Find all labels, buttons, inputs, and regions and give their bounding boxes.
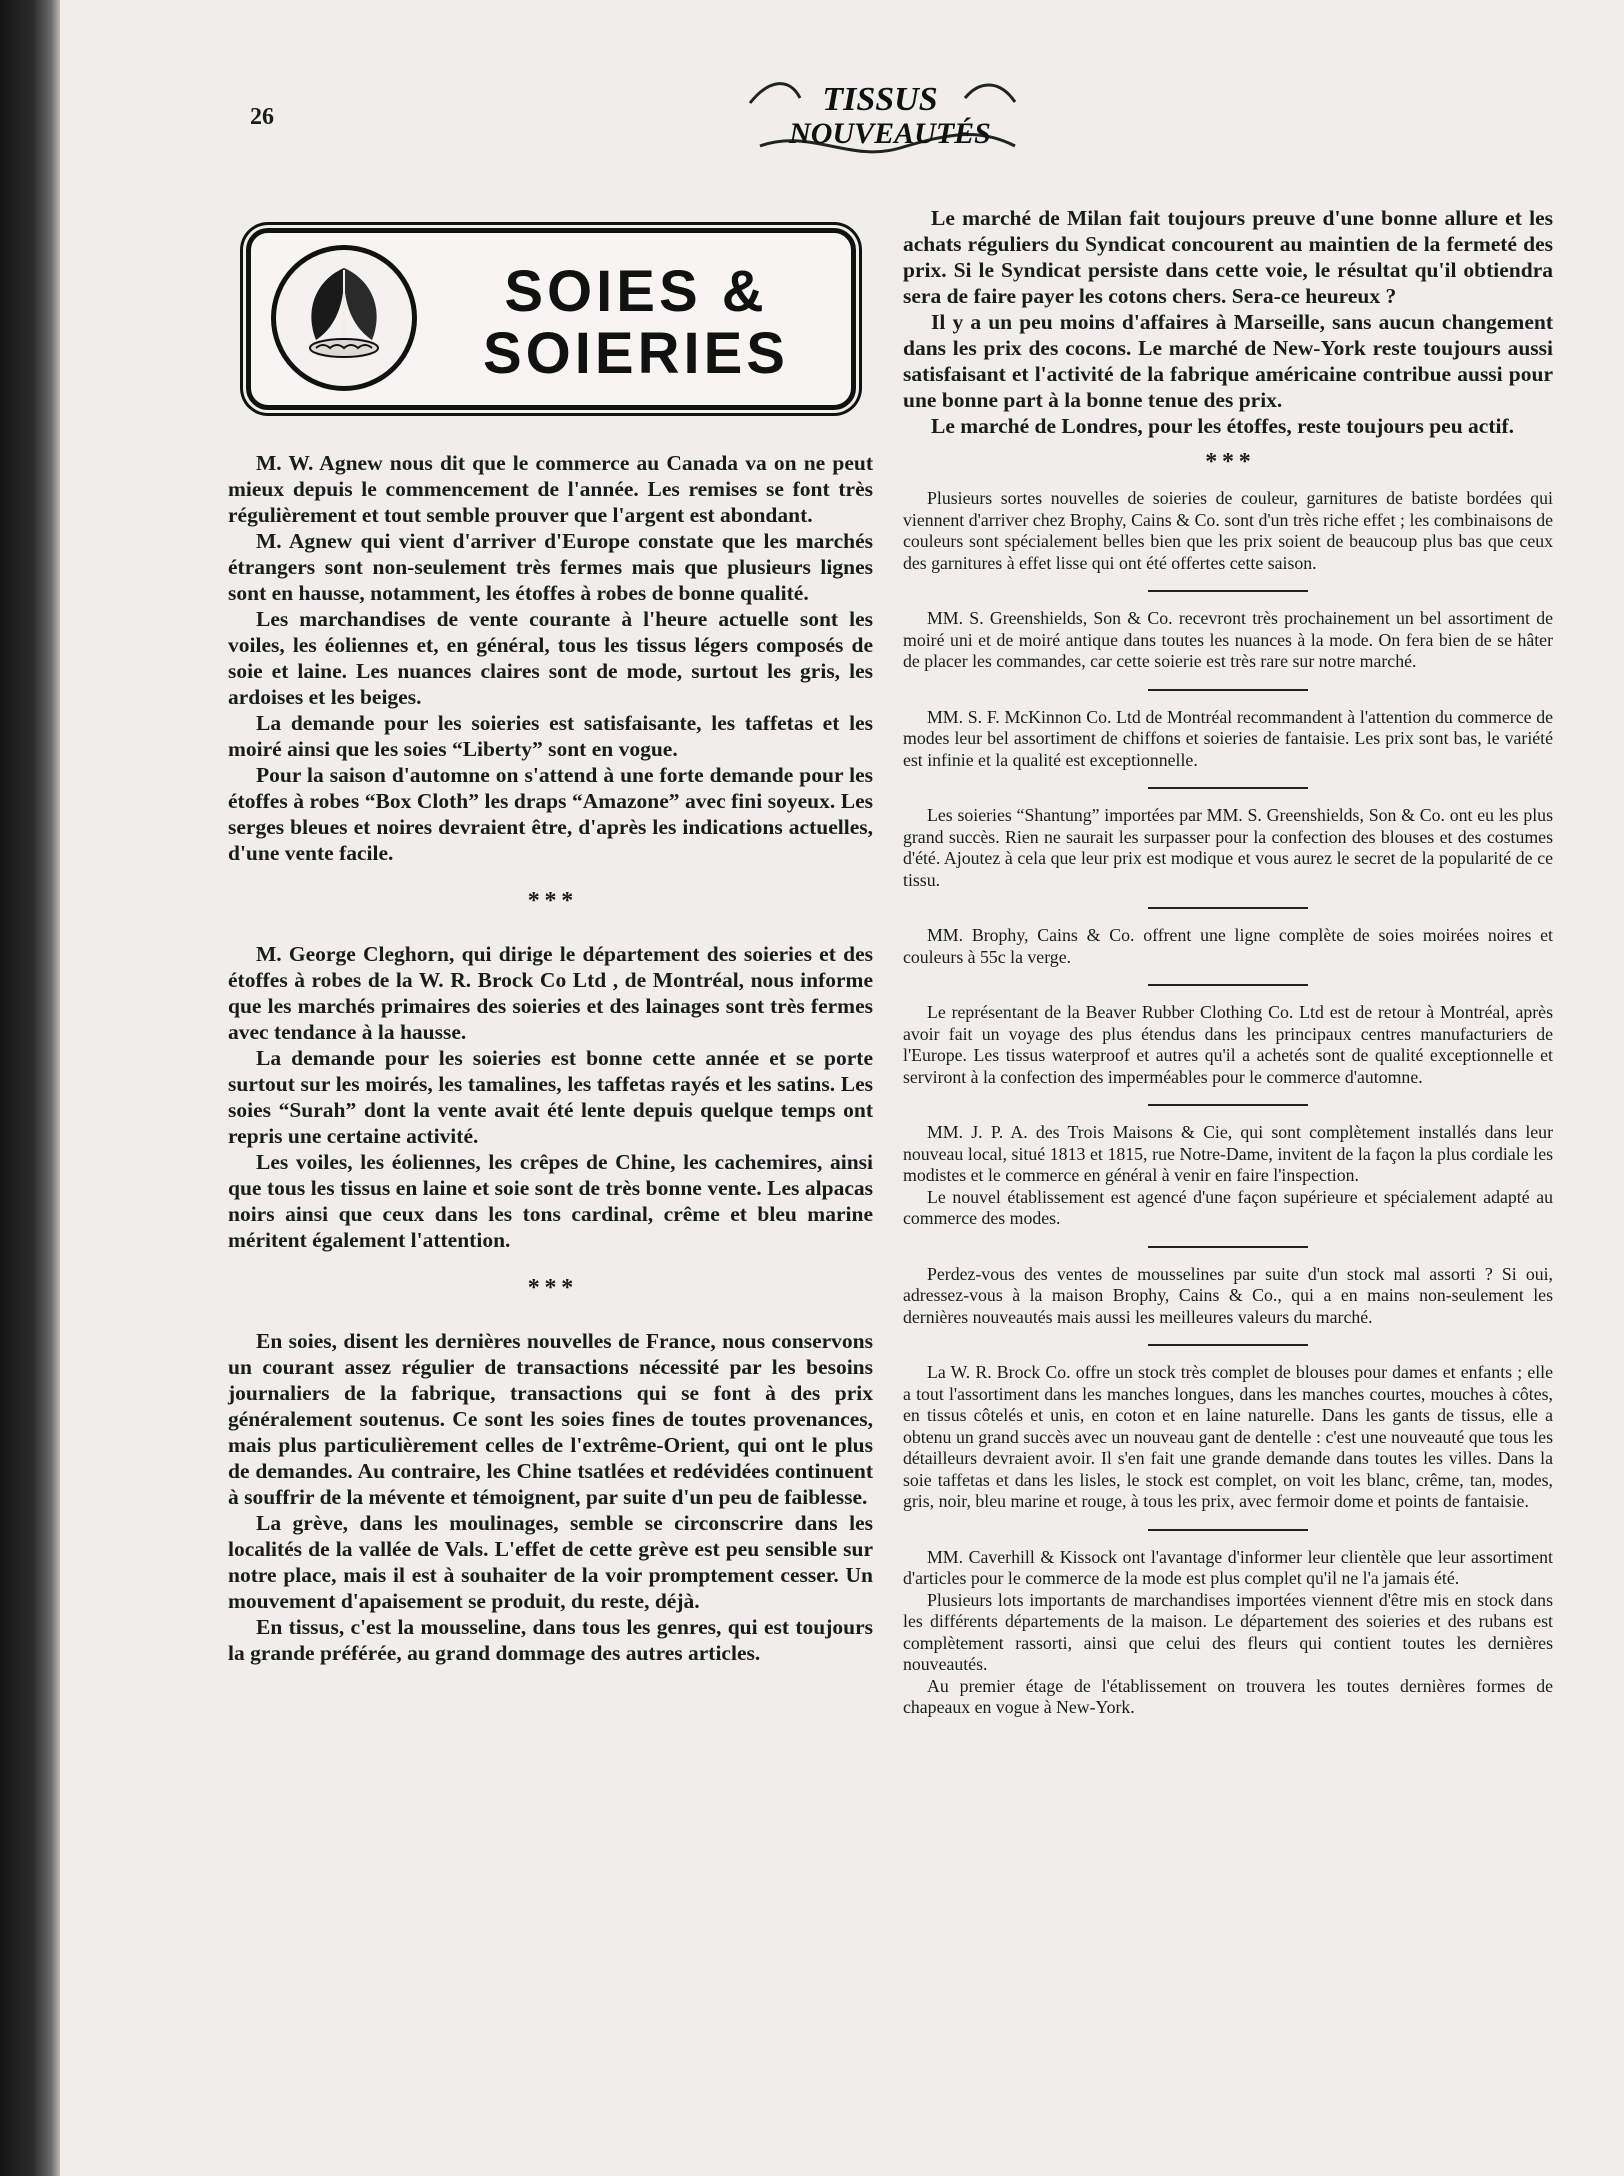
section-divider <box>1148 1104 1308 1106</box>
section-title-line1: SOIES & <box>504 259 768 324</box>
section-banner <box>246 228 856 410</box>
notice-paragraph: Le représentant de la Beaver Rubber Clothing Co. Ltd est de retour à Montréal, après avoir fait un voyage des plus étendus dans les principaux centres manufacturiers de l'Europe. Les tissus waterproof et autres qu'il a achetés sont de qualité exceptionnelle et serviront à la confection des imperméables pour le commerce d'automne. <box>903 1002 1553 1087</box>
section-divider <box>1148 590 1308 592</box>
magazine-page <box>60 0 1624 2176</box>
article-paragraph: Les marchandises de vente courante à l'heure actuelle sont les voiles, les éoliennes et, en général, tous les tissus légers composés de soie et laine. Les nuances claires sont de mode, surtout les gris, les ardoises et les beiges. <box>228 607 873 709</box>
notice-item <box>903 1264 1553 1329</box>
book-binding-shadow <box>0 0 60 2176</box>
notice-paragraph: MM. S. Greenshields, Son & Co. recevront très prochainement un bel assortiment de moiré uni et de moiré antique dans toutes les nuances à la mode. On fera bien de se hâter de placer les commandes, car cette soierie est très rare sur notre marché. <box>903 608 1553 671</box>
notice-item <box>903 488 1553 574</box>
asterism-separator: * * * <box>1205 449 1251 475</box>
section-divider <box>1148 1344 1308 1346</box>
article-paragraph: Pour la saison d'automne on s'attend à une forte demande pour les étoffes à robes “Box Cloth” les draps “Amazone” avec fini soyeux. Les serges bleues et noires devraient être, d'après les indications actuelles, d'une vente facile. <box>228 763 873 865</box>
notice-paragraph: MM. Brophy, Cains & Co. offrent une ligne complète de soies moirées noires et couleurs à 55c la verge. <box>903 925 1553 967</box>
section-title-line2: SOIERIES <box>483 321 789 386</box>
notice-item <box>903 1122 1553 1230</box>
notice-item <box>903 608 1553 673</box>
section-divider <box>1148 1246 1308 1248</box>
article-paragraph: M. George Cleghorn, qui dirige le département des soieries et des étoffes à robes de la W. R. Brock Co Ltd , de Montréal, nous informe que les marchés primaires des soieries et des lainages sont très fermes avec tendance à la hausse. <box>228 942 873 1044</box>
article-paragraph: La grève, dans les moulinages, semble se circonscrire dans les localités de la vallée de Vals. L'effet de cette grève est peu sensible sur notre place, mais il est à souhaiter de la voir promptement cesser. Un mouvement d'apaisement se produit, du reste, déjà. <box>228 1511 873 1613</box>
masthead-logo-art <box>730 68 1030 168</box>
asterism-separator: * * * <box>527 888 574 914</box>
article-paragraph: En soies, disent les dernières nouvelles de France, nous conservons un courant assez régulier de transactions nécessité par les besoins journaliers de la fabrique, transactions qui se font à des prix généralement soutenus. Ce sont les soies fines de toutes provenances, mais plus particulièrement celles de l'extrême-Orient, qui ont le plus de demandes. Au contraire, les Chine tsatlées et redévidées continuent à souffrir de la mévente et témoignent, par suite d'un peu de faiblesse. <box>228 1329 873 1509</box>
notice-paragraph: Plusieurs lots importants de marchandises importées viennent d'être mis en stock dans les différents départements de la maison. Le département des soieries et des rubans est complètement rassorti, ainsi que celui des fleurs qui contient toutes les dernières nouveautés. <box>903 1589 1553 1674</box>
section-divider <box>1148 1529 1308 1531</box>
notice-paragraph: Plusieurs sortes nouvelles de soieries de couleur, garnitures de batiste bordées qui viennent d'arriver chez Brophy, Cains & Co. sont d'un très riche effet ; les combinaisons de couleurs sont spécialement belles bien que les prix soient de beaucoup plus bas que ceux des garnitures à effet lisse qui ont été offertes cette saison. <box>903 488 1553 573</box>
article-paragraph: La demande pour les soieries est satisfaisante, les taffetas et les moiré ainsi que les soies “Liberty” sont en vogue. <box>228 711 873 761</box>
section-divider <box>1148 907 1308 909</box>
notice-item <box>903 1547 1553 1719</box>
notice-paragraph: MM. J. P. A. des Trois Maisons & Cie, qui sont complètement installés dans leur nouveau local, situé 1813 et 1815, rue Notre-Dame, invitent de la façon la plus cordiale les modistes et le commerce en général à venir en faire l'inspection. <box>903 1122 1553 1185</box>
notice-paragraph: MM. S. F. McKinnon Co. Ltd de Montréal recommandent à l'attention du commerce de modes leur bel assortiment de chiffons et soieries de fantaisie. Les prix sont bas, le variété est infinie et la qualité est exceptionnelle. <box>903 706 1553 770</box>
notice-paragraph: La W. R. Brock Co. offre un stock très complet de blouses pour dames et enfants ; elle a tout l'assortiment dans les manches longues, dans les manches courtes, mouches à côtes, en tissus côtelés et unis, en coton et en laine naturelle. Dans les gants de tissus, elle a obtenu un grand succès avec un nouveau gant de dentelle : c'est une nouveauté que tous les détailleurs devraient avoir. Il s'en fait une grande demande dans toutes les villes. Dans la soie taffetas et dans les lisles, le stock est complet, on voit les blanc, crême, tan, modes, gris, noir, bleu marine et rouge, à tous les prix, avec fermoir dome et points de fantaisie. <box>903 1362 1553 1511</box>
notice-item <box>903 707 1553 772</box>
notice-paragraph: Les soieries “Shantung” importées par MM. S. Greenshields, Son & Co. ont eu les plus grand succès. Rien ne saurait les surpasser pour la confection des blouses et des costumes d'été. Ajoutez à cela que leur prix est modique et vous aurez le secret de la popularité de ce tissu. <box>903 805 1553 890</box>
article-paragraph: M. W. Agnew nous dit que le commerce au Canada va on ne peut mieux depuis le commencement de l'année. Les remises se font très régulièrement et tout semble prouver que l'argent est abondant. <box>228 451 873 527</box>
article-paragraph: La demande pour les soieries est bonne cette année et se porte surtout sur les moirés, les tamalines, les taffetas rayés et les satins. Les soies “Surah” dont la vente avait été lente depuis quelque temps ont repris une certaine activité. <box>228 1046 873 1148</box>
article-paragraph: Le marché de Milan fait toujours preuve d'une bonne allure et les achats réguliers du Syndicat concourent au maintien de la fermeté des prix. Si le Syndicat persiste dans cette voie, le résultat qu'il obtiendra sera de faire payer les cotons chers. Sera-ce heureux ? <box>903 206 1553 308</box>
left-column <box>228 228 873 1666</box>
masthead-line2: NOUVEAUTÉS <box>789 117 991 150</box>
section-divider <box>1148 984 1308 986</box>
article-paragraph: Il y a un peu moins d'affaires à Marseille, sans aucun changement dans les prix des cocons. Le marché de New-York reste toujours aussi satisfaisant et l'activité de la fabrique américaine contribue aussi pour une bonne part à la bonne tenue des prix. <box>903 310 1553 412</box>
silkworm-leaf-icon <box>271 245 417 391</box>
article-paragraph: M. Agnew qui vient d'arriver d'Europe constate que les marchés étrangers sont non-seulement très fermes mais que plusieurs lignes sont en hausse, notamment, les étoffes à robes de bonne qualité. <box>228 529 873 605</box>
masthead-line1: TISSUS <box>822 81 938 118</box>
emblem-art <box>276 250 412 386</box>
notice-paragraph: Perdez-vous des ventes de mousselines par suite d'un stock mal assorti ? Si oui, adressez-vous à la maison Brophy, Cains & Co., qui a en mains non-seulement les dernières nouveautés mais aussi les meilleures valeurs du marché. <box>903 1263 1553 1327</box>
article-paragraph: Les voiles, les éoliennes, les crêpes de Chine, les cachemires, ainsi que tous les tissus en laine et soie sont de très bonne vente. Les alpacas noirs ainsi que ceux dans les tons cardinal, crême et bleu marine méritent également l'attention. <box>228 1150 873 1252</box>
notice-paragraph: Le nouvel établissement est agencé d'une façon supérieure et spécialement adapté au commerce des modes. <box>903 1186 1553 1228</box>
notice-item <box>903 925 1553 968</box>
article-paragraph: En tissus, c'est la mousseline, dans tous les genres, qui est toujours la grande préférée, au grand dommage des autres articles. <box>228 1615 873 1665</box>
page-number: 26 <box>250 104 274 130</box>
notice-item <box>903 1002 1553 1088</box>
section-divider <box>1148 689 1308 691</box>
masthead-logo <box>730 68 1030 168</box>
section-divider <box>1148 787 1308 789</box>
notice-paragraph: Au premier étage de l'établissement on trouvera les toutes dernières formes de chapeaux en vogue à New-York. <box>903 1675 1553 1717</box>
notice-item <box>903 805 1553 891</box>
notice-item <box>903 1362 1553 1513</box>
asterism-separator: * * * <box>527 1275 574 1301</box>
article-paragraph: Le marché de Londres, pour les étoffes, reste toujours peu actif. <box>931 414 1515 438</box>
notice-paragraph: MM. Caverhill & Kissock ont l'avantage d'informer leur clientèle que leur assortiment d'articles pour le commerce de la mode est plus complet qu'il ne l'a jamais été. <box>903 1546 1553 1588</box>
right-column <box>903 205 1553 1719</box>
section-title <box>436 261 836 385</box>
